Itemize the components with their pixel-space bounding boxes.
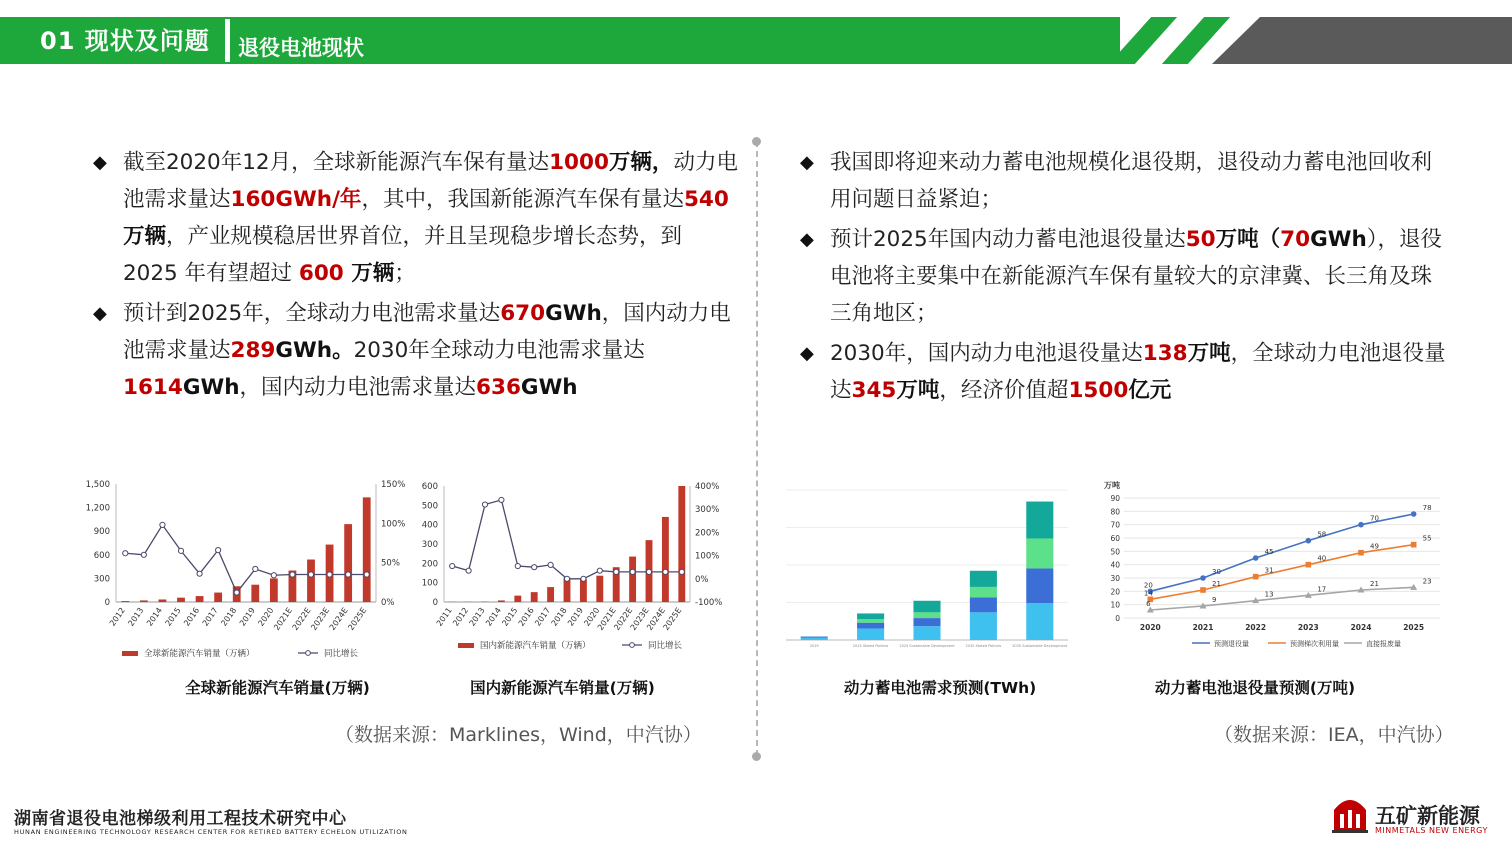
legend-label: 预测梯次利用量 [1290,640,1339,648]
y-tick-label: 400 [421,520,438,531]
data-point [1200,575,1206,581]
x-tick-label: 2011 [434,605,454,628]
growth-point [663,569,668,574]
growth-point [564,576,569,581]
y-tick-label: 80 [1110,507,1120,517]
bullet-text: 600 [298,261,344,286]
divider-dot [752,752,761,761]
legend-line-label: 同比增长 [324,649,359,659]
y-tick-label: 300 [93,574,110,585]
y-tick-label: 40 [1110,560,1120,570]
data-label: 9 [1212,596,1217,604]
x-tick-label: 2018 [549,605,569,628]
bullet-text: 万吨 [1187,341,1231,366]
left-source-note: （数据来源：Marklines，Wind，中汽协） [335,724,702,746]
y-tick-label: 300 [421,540,438,550]
x-tick-label: 2017 [200,605,220,628]
stacked-bar-segment [913,618,940,626]
bar [514,596,521,602]
y-tick-label: 600 [93,550,110,561]
stacked-bar-segment [857,619,884,622]
bullet-text: 我国即将迎来动力蓄电池规模化退役期，退役动力蓄电池回收利用问题日益紧迫； [830,150,1433,212]
bullet-text: 345 [851,378,897,403]
data-label: 21 [1212,580,1221,588]
data-label: 78 [1422,504,1432,512]
x-tick-label: 2025 Stated Policies [852,644,889,648]
growth-point [346,572,351,577]
x-tick-label: 2023E [309,605,332,632]
bullet-text: 万吨 [1215,227,1259,252]
bullet-text: 万辆， [608,150,674,175]
growth-point [548,562,553,567]
data-label: 58 [1317,530,1327,539]
bullet-text: ，经济价值超 [939,378,1069,403]
legend-bar-swatch [122,651,138,656]
x-tick-label: 2013 [126,605,146,628]
bullet-item [800,221,1450,332]
bullet-item [800,144,1450,218]
growth-point [597,568,602,573]
bullet-text: 1000 [549,150,609,175]
bar [140,600,148,602]
stacked-bar-segment [970,571,997,587]
growth-point [290,572,295,577]
data-label: 30 [1212,568,1221,576]
y2-tick-label: 0% [381,598,395,608]
right-bullet-list [800,144,1450,412]
growth-point [178,548,183,553]
growth-point [327,572,332,577]
bullet-text: ，国内动力电池需求量达 [123,301,731,363]
growth-point [308,572,313,577]
x-tick-label: 2020 [1139,623,1161,632]
bullet-text: 万吨 [896,378,940,403]
x-tick-label: 2025 [1403,623,1425,632]
growth-point [450,563,455,568]
legend-line-marker [306,651,311,656]
growth-point [364,572,369,577]
battery-demand-caption: 动力蓄电池需求预测(TWh) [843,679,1037,697]
growth-point [141,552,146,557]
stacked-bar-segment [1026,568,1053,603]
data-point [1411,511,1417,517]
x-tick-label: 2025E [661,605,684,632]
growth-point [216,547,221,552]
x-tick-label: 2015 [163,605,183,628]
bar [596,576,603,602]
x-tick-label: 2023 [1297,623,1319,632]
footer-org-name: 湖南省退役电池梯级利用工程技术研究中心 [14,809,347,829]
series-line [1150,587,1413,610]
bar [251,585,259,602]
bullet-text: 2030年全球动力电池需求量达 [353,338,645,363]
y-tick-label: 600 [421,482,438,492]
data-point [1200,587,1206,593]
brand-name: 五矿新能源 [1375,804,1480,828]
growth-point [646,569,651,574]
data-point [1358,550,1364,556]
stacked-bar-segment [970,612,997,640]
bullet-item [93,144,738,292]
growth-point [197,571,202,576]
y-tick-label: 50 [1110,547,1120,557]
stacked-bar-segment [801,638,828,640]
x-tick-label: 2025E [346,605,369,632]
bullet-text: 289 [230,338,276,363]
y-tick-label: 1,200 [85,503,110,514]
y-tick-label: 10 [1110,600,1120,610]
stacked-bar-segment [913,601,940,613]
x-tick-label: 2019 [565,605,586,628]
bullet-text: 160 [230,187,276,212]
divider-dot [752,137,761,146]
growth-point [271,573,276,578]
bullet-text: 540 [683,187,729,212]
bullet-text: 预计到2025年，全球动力电池需求量达 [123,301,501,326]
legend-bar-swatch [458,643,474,648]
data-label: 70 [1370,514,1379,523]
bullet-text: 1500 [1068,378,1129,403]
x-tick-label: 2024 [1350,623,1372,632]
x-tick-label: 2020 [256,605,276,628]
bullet-text: 2030年，国内动力电池退役量达 [830,341,1143,366]
bullet-text: 截至2020年12月，全球新能源汽车保有量达 [123,150,550,175]
bar [307,560,315,602]
stacked-bar-segment [970,587,997,597]
x-tick-label: 2014 [145,605,165,628]
stacked-bar-segment [857,623,884,629]
bullet-text: 70 [1280,227,1311,252]
x-tick-label: 2016 [516,605,536,628]
x-tick-label: 2023E [628,605,651,632]
legend-label: 直接报废量 [1366,640,1401,648]
y-axis-unit: 万吨 [1104,481,1120,490]
x-tick-label: 2014 [483,605,504,628]
footer-org-english: HUNAN ENGINEERING TECHNOLOGY RESEARCH CENTER FOR RETIRED BATTERY ECHELON UTILIZATION [14,828,408,836]
bar [678,486,685,602]
bar [531,592,538,602]
data-label: 17 [1317,585,1327,594]
global-sales-chart [80,472,415,664]
y2-tick-label: 100% [695,551,720,562]
x-tick-label: 2019 [237,605,257,628]
x-tick-label: 2021E [272,605,295,632]
battery-demand-chart [772,470,1072,655]
growth-point [630,569,635,574]
x-tick-label: 2021 [1192,623,1214,632]
bullet-text: ，其中，我国新能源汽车保有量达 [361,187,684,212]
bar [498,600,505,602]
data-label: 31 [1264,566,1274,575]
bullet-text: ，全球动力电池退役量达 [830,341,1446,403]
bullet-item [800,335,1450,409]
x-tick-label: 2019 [809,644,819,648]
data-label: 21 [1370,580,1379,588]
y2-tick-label: 300% [695,505,720,516]
y-tick-label: 90 [1110,494,1120,503]
bar [214,593,222,602]
legend-bar-label: 全球新能源汽车销量（万辆） [144,649,255,659]
page-title: 退役电池现状 [238,36,364,60]
bullet-text: 动力电池需求量达 [123,150,738,212]
y-tick-label: 900 [93,527,110,538]
bullet-text: GWh/年 [275,187,362,212]
bar [270,578,278,602]
bullet-text: GWh。 [275,338,354,363]
legend-line-marker [630,643,635,648]
data-point [1253,574,1259,580]
growth-point [581,576,586,581]
x-tick-label: 2024E [327,605,350,632]
growth-point [515,563,520,568]
bullet-item [93,295,738,406]
bullet-text: 亿元 [1128,378,1172,403]
x-tick-label: 2022 [1245,623,1267,632]
data-label: 13 [1264,590,1274,599]
bar [629,557,636,602]
retirement-caption: 动力蓄电池退役量预测(万吨) [1154,679,1356,697]
y2-tick-label: 200% [695,528,720,539]
growth-point [234,590,239,595]
brand-name-english: MINMETALS NEW ENERGY [1375,826,1488,835]
bullet-text: 670 [500,301,546,326]
x-tick-label: 2018 [219,605,239,628]
y2-tick-label: -100% [695,598,723,608]
x-tick-label: 2012 [107,605,127,628]
legend-line-label: 同比增长 [648,641,683,651]
stacked-bar-segment [1026,603,1053,640]
bar [662,517,669,602]
data-label: 40 [1317,554,1327,563]
y-tick-label: 60 [1110,534,1120,543]
growth-point [614,569,619,574]
bar [547,587,554,602]
data-point [1306,538,1312,544]
x-tick-label: 2020 [582,605,602,628]
bullet-text: 万辆 [343,261,395,286]
x-tick-label: 2015 [500,605,520,628]
bullet-text: GWh [520,375,578,400]
section-title: 01 现状及问题 [40,27,210,55]
growth-point [253,566,258,571]
bullet-text: ），退役电池将主要集中在新能源汽车保有量较大的京津冀、长三角及珠三角地区； [830,227,1443,326]
legend-bar-label: 国内新能源汽车销量（万辆） [480,641,591,651]
y-tick-label: 70 [1110,520,1120,530]
y-tick-label: 0 [432,598,438,608]
y-tick-label: 500 [421,501,438,512]
center-divider [756,141,758,756]
header-grey-band [1212,17,1512,64]
y2-tick-label: 150% [381,480,406,490]
x-tick-label: 2021E [595,605,618,632]
data-point [1253,555,1259,561]
bullet-text: （ [1258,227,1281,252]
data-point [1411,542,1417,548]
data-label: 55 [1422,534,1432,543]
y2-tick-label: 0% [695,574,709,585]
x-tick-label: 2024E [645,605,668,632]
y2-tick-label: 100% [381,519,406,530]
bar [177,598,185,602]
bullet-text: ，产业规模稳居世界首位，并且呈现稳步增长态势，到 2025 年有望超过 [123,224,683,286]
y2-tick-label: 400% [695,482,720,492]
growth-point [499,497,504,502]
bullet-text: GWh [545,301,602,326]
bar [196,596,204,602]
legend-label: 预测退役量 [1214,640,1249,648]
y-tick-label: 100 [421,578,438,589]
data-label: 14 [1143,589,1153,598]
header-divider [225,19,230,62]
growth-point [123,551,128,556]
bullet-text: 50 [1185,227,1216,252]
global-sales-caption: 全球新能源汽车销量(万辆) [185,679,370,697]
stacked-bar-segment [970,597,997,612]
x-tick-label: 2016 [182,605,202,628]
growth-point [466,568,471,573]
stacked-bar-segment [913,626,940,640]
bullet-text: ，国内动力电池需求量达 [239,375,477,400]
header-bar [0,17,1512,64]
bullet-text: 万辆 [123,224,167,249]
right-source-note: （数据来源：IEA，中汽协） [1214,724,1454,746]
left-bullet-list [93,144,738,409]
domestic-sales-chart [412,472,732,664]
x-tick-label: 2012 [451,605,471,628]
data-label: 49 [1370,542,1379,551]
growth-point [482,502,487,507]
stacked-bar-segment [857,613,884,619]
growth-point [160,522,165,527]
y-tick-label: 20 [1110,587,1120,597]
data-point [1358,522,1364,528]
data-label: 45 [1264,548,1274,556]
bar [344,524,352,602]
y-tick-label: 30 [1110,574,1120,583]
bullet-text: ； [394,261,416,286]
bullet-text: 1614 [123,375,183,400]
stacked-bar-segment [801,637,828,638]
x-tick-label: 2025 Sustainable Development [899,644,955,648]
retirement-chart [1102,478,1447,653]
y-tick-label: 0 [1115,614,1120,623]
bar [363,497,371,602]
minmetals-logo-icon [1330,790,1370,834]
x-tick-label: 2022E [612,605,635,632]
data-point [1306,562,1312,568]
bar [159,599,167,602]
domestic-sales-caption: 国内新能源汽车销量(万辆) [470,679,655,697]
bar [121,601,129,602]
x-tick-label: 2017 [533,605,553,628]
data-label: 23 [1422,577,1432,586]
x-tick-label: 2030 Stated Policies [965,644,1002,648]
y-tick-label: 200 [421,559,438,570]
data-label: 20 [1143,581,1153,590]
stacked-bar-segment [913,612,940,618]
x-tick-label: 2013 [467,605,487,628]
stacked-bar-segment [1026,538,1053,568]
x-tick-label: 2022E [290,605,313,632]
bar [580,579,587,602]
growth-point [532,565,537,570]
bullet-text: GWh [182,375,240,400]
y-tick-label: 1,500 [85,480,110,490]
stacked-bar-segment [857,628,884,640]
bullet-text: 138 [1142,341,1188,366]
bullet-text: 636 [476,375,521,400]
stacked-bar-segment [1026,502,1053,539]
y2-tick-label: 50% [381,558,400,569]
x-tick-label: 2030 Sustainable Development [1012,644,1068,648]
y-tick-label: 0 [104,598,110,608]
growth-point [679,569,684,574]
bullet-text: GWh [1310,227,1367,252]
data-label: 6 [1146,600,1151,608]
bullet-text: 预计2025年国内动力蓄电池退役量达 [830,227,1186,252]
